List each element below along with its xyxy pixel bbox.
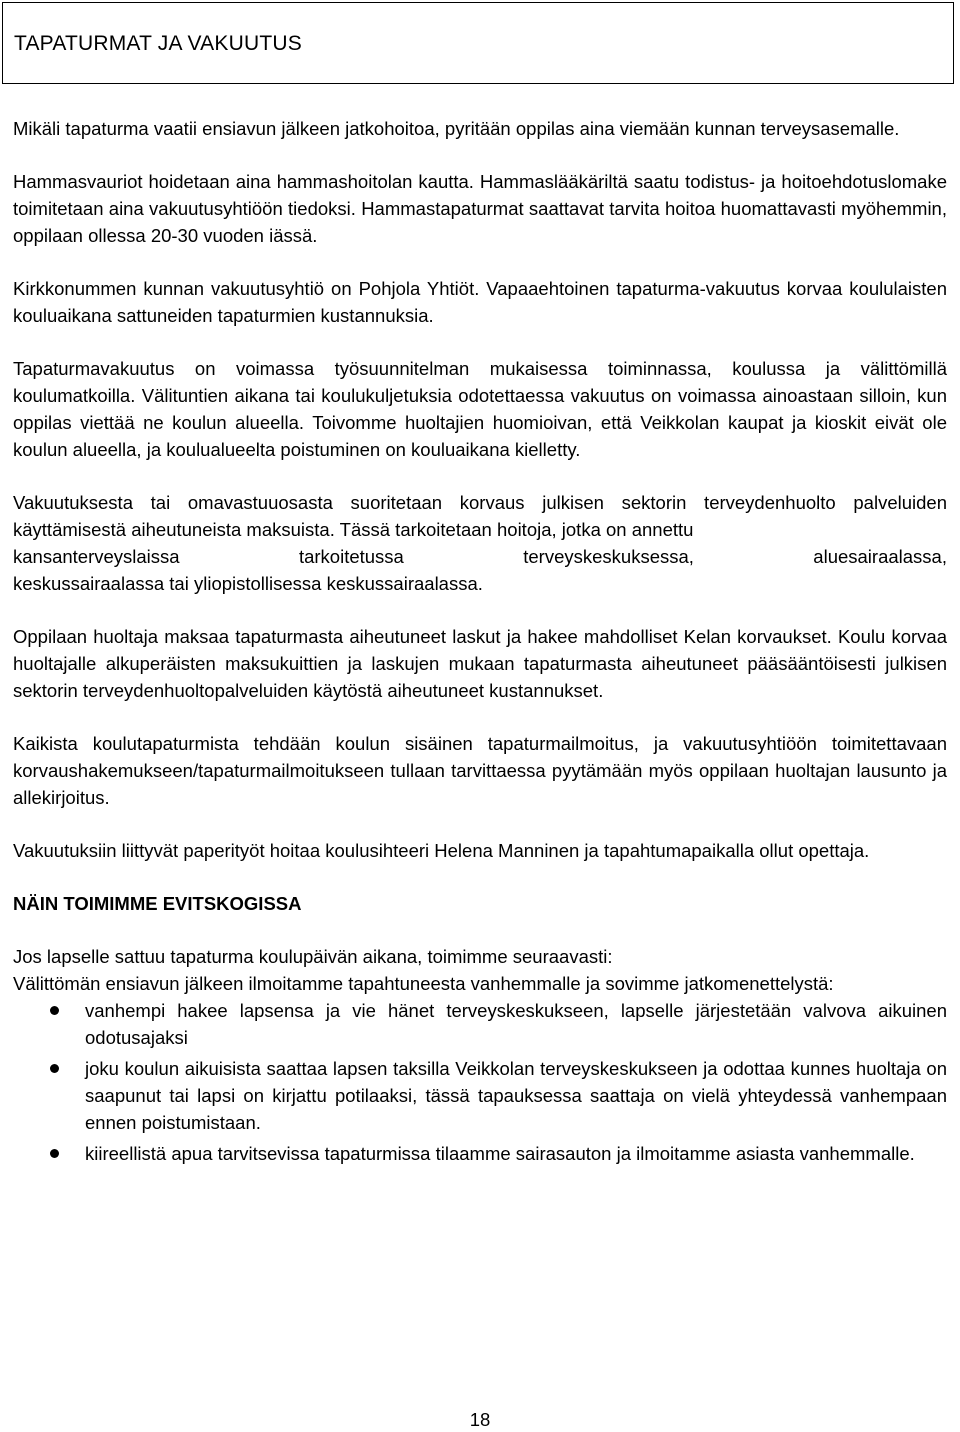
paragraph-compensation <box>13 489 947 597</box>
paragraph-compensation-part-a: Vakuutuksesta tai omavastuuosasta suoritetaan korvaus julkisen sektorin terveydenhuolto palveluiden käyttämisestä aiheutuneista maksuista. Tässä tarkoitetaan hoitoja, jotka on annettu <box>13 492 947 540</box>
paragraph-first-aid: Mikäli tapaturma vaatii ensiavun jälkeen jatkohoitoa, pyritään oppilas aina viemään kunnan terveysasemalle. <box>13 118 900 139</box>
bullet-icon <box>50 1149 59 1158</box>
paragraph-compensation-part-b: kansanterveyslaissa tarkoitetussa terveyskeskuksessa, aluesairaalassa, <box>13 546 947 567</box>
document-body <box>13 115 947 1171</box>
paragraph-guardian-pays: Oppilaan huoltaja maksaa tapaturmasta aiheutuneet laskut ja hakee mahdolliset Kelan korvaukset. Koulu korvaa huoltajalle alkuperäisten maksukuittien ja laskujen mukaan tapaturmasta aiheutuneet pääsääntöisesti julkisen sektorin terveydenhuoltopalveluiden käytöstä aiheutuneet kustannukset. <box>13 626 947 701</box>
paragraph-compensation-part-c: keskussairaalassa tai yliopistollisessa keskussairaalassa. <box>13 573 483 594</box>
list-item-text: joku koulun aikuisista saattaa lapsen taksilla Veikkolan terveyskeskukseen ja odottaa kunnes huoltaja on saapunut tai lapsi on kirjattu potilaaksi, tässä tapauksessa saattaja on vielä yhteydessä vanhempaan ennen poistumistaan. <box>85 1058 947 1133</box>
list-item <box>13 997 947 1051</box>
bullet-icon <box>50 1064 59 1073</box>
paragraph-coverage: Tapaturmavakuutus on voimassa työsuunnitelman mukaisessa toiminnassa, koulussa ja välittömillä koulumatkoilla. Välituntien aikana tai koulukuljetuksia odotettaessa vakuutus on voimassa ainoastaan silloin, kun oppilas viettää ne koulun alueella. Toivomme huoltajien huomioivan, että Veikkolan kaupat ja kioskit eivät ole koulun alueella, ja koulualueelta poistuminen on kouluaikana kielletty. <box>13 358 947 460</box>
paragraph-dental: Hammasvauriot hoidetaan aina hammashoitolan kautta. Hammaslääkäriltä saatu todistus- ja hoitoehdotuslomake toimitetaan aina vakuutusyhtiöön tiedoksi. Hammastapaturmat saattavat tarvita hoitoa huomattavasti myöhemmin, oppilaan ollessa 20-30 vuoden iässä. <box>13 171 947 246</box>
list-item <box>13 1140 947 1167</box>
procedure-list <box>13 997 947 1167</box>
page-number: 18 <box>469 1409 491 1430</box>
page-title: TAPATURMAT JA VAKUUTUS <box>14 32 302 55</box>
section-heading: NÄIN TOIMIMME EVITSKOGISSA <box>13 893 302 914</box>
procedure-intro-line-2: Välittömän ensiavun jälkeen ilmoitamme tapahtuneesta vanhemmalle ja sovimme jatkomenettelystä: <box>13 973 834 994</box>
procedure-intro <box>13 943 947 997</box>
bullet-icon <box>50 1006 59 1015</box>
paragraph-paperwork: Vakuutuksiin liittyvät paperityöt hoitaa koulusihteeri Helena Manninen ja tapahtumapaikalla ollut opettaja. <box>13 840 870 861</box>
procedure-intro-line-1: Jos lapselle sattuu tapaturma koulupäivän aikana, toimimme seuraavasti: <box>13 946 613 967</box>
list-item-text: vanhempi hakee lapsensa ja vie hänet terveyskeskukseen, lapselle järjestetään valvova aikuinen odotusajaksi <box>85 1000 947 1048</box>
paragraph-insurance-company: Kirkkonummen kunnan vakuutusyhtiö on Pohjola Yhtiöt. Vapaaehtoinen tapaturma-vakuutus korvaa koululaisten kouluaikana sattuneiden tapaturmien kustannuksia. <box>13 278 947 326</box>
title-box <box>2 2 954 84</box>
list-item-text: kiireellistä apua tarvitsevissa tapaturmissa tilaamme sairasauton ja ilmoitamme asiasta vanhemmalle. <box>85 1143 915 1164</box>
list-item <box>13 1055 947 1136</box>
paragraph-accident-report: Kaikista koulutapaturmista tehdään koulun sisäinen tapaturmailmoitus, ja vakuutusyhtiöön toimitettavaan korvaushakemukseen/tapaturmailmoitukseen tullaan tarvittaessa pyytämään myös oppilaan huoltajan lausunto ja allekirjoitus. <box>13 733 947 808</box>
